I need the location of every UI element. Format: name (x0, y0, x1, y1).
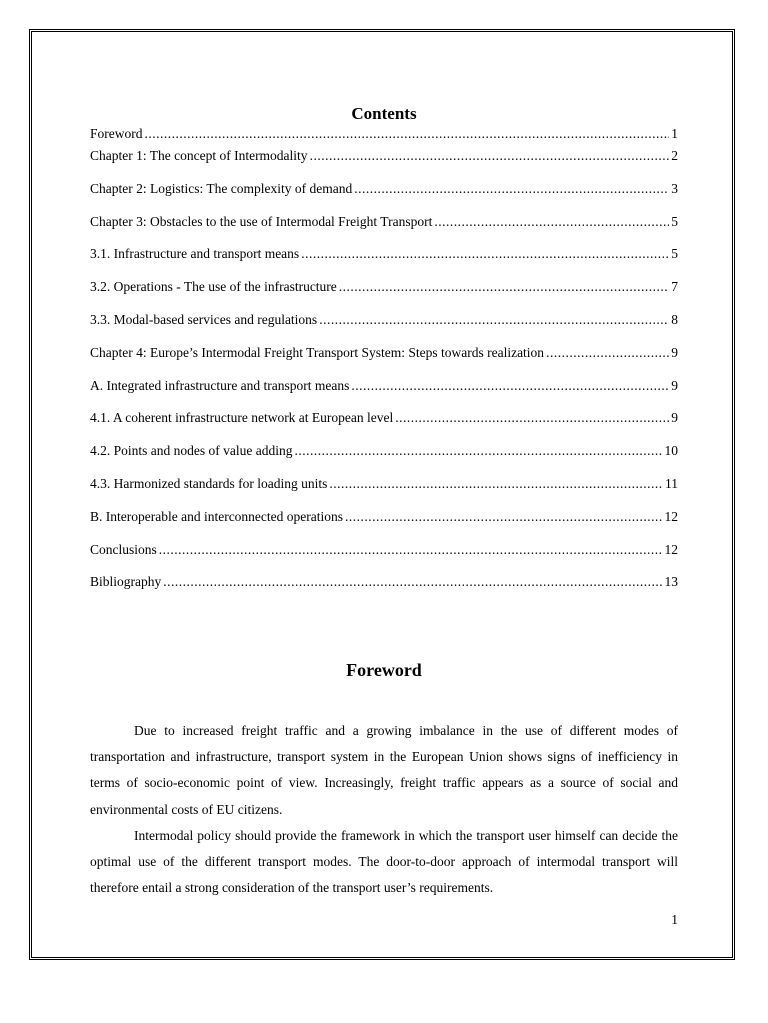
toc-entry-title: 3.2. Operations - The use of the infrastructure (90, 279, 337, 295)
toc-entry-title: Chapter 2: Logistics: The complexity of demand (90, 180, 353, 196)
toc-entry[interactable] (90, 179, 678, 212)
toc-leader-dots (329, 474, 663, 494)
toc-leader-dots (434, 212, 669, 232)
toc-entry[interactable] (90, 572, 678, 605)
toc-entry[interactable] (90, 310, 678, 343)
foreword-paragraph: Due to increased freight traffic and a growing imbalance in the use of different modes of transportation and infrastructure, transport system in the European Union shows signs of inefficiency in terms of socio-economic point of view. Increasingly, freight traffic appears as a source of social and environmental costs of EU citizens. (90, 723, 678, 817)
toc-leader-dots (351, 376, 669, 396)
toc-entry-title: Foreword (90, 126, 143, 141)
toc-entry-title: 4.1. A coherent infrastructure network at European level (90, 410, 394, 426)
toc-leader-dots (319, 310, 669, 330)
toc-entry-page: 3 (671, 180, 678, 196)
toc-entry[interactable] (90, 244, 678, 277)
toc-entry-page: 11 (665, 475, 678, 491)
toc-entry-page: 8 (671, 311, 678, 327)
toc-entry-title: 3.1. Infrastructure and transport means (90, 246, 300, 262)
toc-entry[interactable] (90, 540, 678, 573)
toc-entry-title: Chapter 3: Obstacles to the use of Intermodal Freight Transport (90, 213, 433, 229)
toc-leader-dots (301, 244, 669, 264)
toc-entry[interactable] (90, 408, 678, 441)
toc-entry[interactable] (90, 343, 678, 376)
toc-entry-title: Conclusions (90, 541, 157, 557)
toc-entry-title: B. Interoperable and interconnected operations (90, 508, 344, 524)
toc-entry[interactable] (90, 376, 678, 409)
toc-entry-page: 7 (671, 279, 678, 295)
table-of-contents (90, 124, 678, 605)
toc-entry-title: 4.2. Points and nodes of value adding (90, 443, 293, 459)
foreword-heading: Foreword (346, 660, 422, 680)
toc-entry-page: 9 (671, 377, 678, 393)
toc-entry[interactable] (90, 124, 678, 146)
toc-entry-page: 9 (671, 410, 678, 426)
contents-heading: Contents (351, 104, 417, 123)
toc-entry-title: Chapter 4: Europe’s Intermodal Freight Transport System: Steps towards realization (90, 344, 545, 360)
toc-leader-dots (546, 343, 669, 363)
toc-leader-dots (310, 146, 670, 166)
foreword-paragraph: Intermodal policy should provide the framework in which the transport user himself can decide the optimal use of the different transport modes. The door-to-door approach of intermodal transport will therefore entail a strong consideration of the transport user’s requirements. (90, 827, 678, 896)
toc-entry-page: 13 (664, 574, 678, 590)
toc-entry-page: 9 (671, 344, 678, 360)
toc-leader-dots (354, 179, 669, 199)
toc-entry-title: A. Integrated infrastructure and transport means (90, 377, 350, 393)
toc-leader-dots (145, 124, 670, 144)
toc-leader-dots (294, 441, 662, 461)
toc-leader-dots (159, 540, 663, 560)
toc-entry-page: 12 (664, 508, 678, 524)
toc-entry-title: Chapter 1: The concept of Intermodality (90, 148, 308, 163)
page-number: 1 (671, 912, 678, 927)
toc-entry-title: 4.3. Harmonized standards for loading units (90, 475, 328, 491)
toc-leader-dots (163, 572, 662, 592)
toc-entry-page: 12 (664, 541, 678, 557)
toc-entry[interactable] (90, 212, 678, 245)
toc-entry-page: 1 (671, 126, 678, 141)
toc-leader-dots (395, 408, 669, 428)
foreword-body (90, 718, 678, 901)
toc-leader-dots (345, 507, 662, 527)
toc-entry[interactable] (90, 277, 678, 310)
toc-entry[interactable] (90, 474, 678, 507)
toc-entry[interactable] (90, 146, 678, 179)
toc-entry-page: 5 (671, 213, 678, 229)
toc-entry-page: 10 (664, 443, 678, 459)
toc-entry-page: 2 (671, 148, 678, 163)
toc-entry[interactable] (90, 441, 678, 474)
toc-entry-title: 3.3. Modal-based services and regulations (90, 311, 318, 327)
toc-entry[interactable] (90, 507, 678, 540)
toc-entry-page: 5 (671, 246, 678, 262)
toc-entry-title: Bibliography (90, 574, 162, 590)
toc-leader-dots (339, 277, 669, 297)
